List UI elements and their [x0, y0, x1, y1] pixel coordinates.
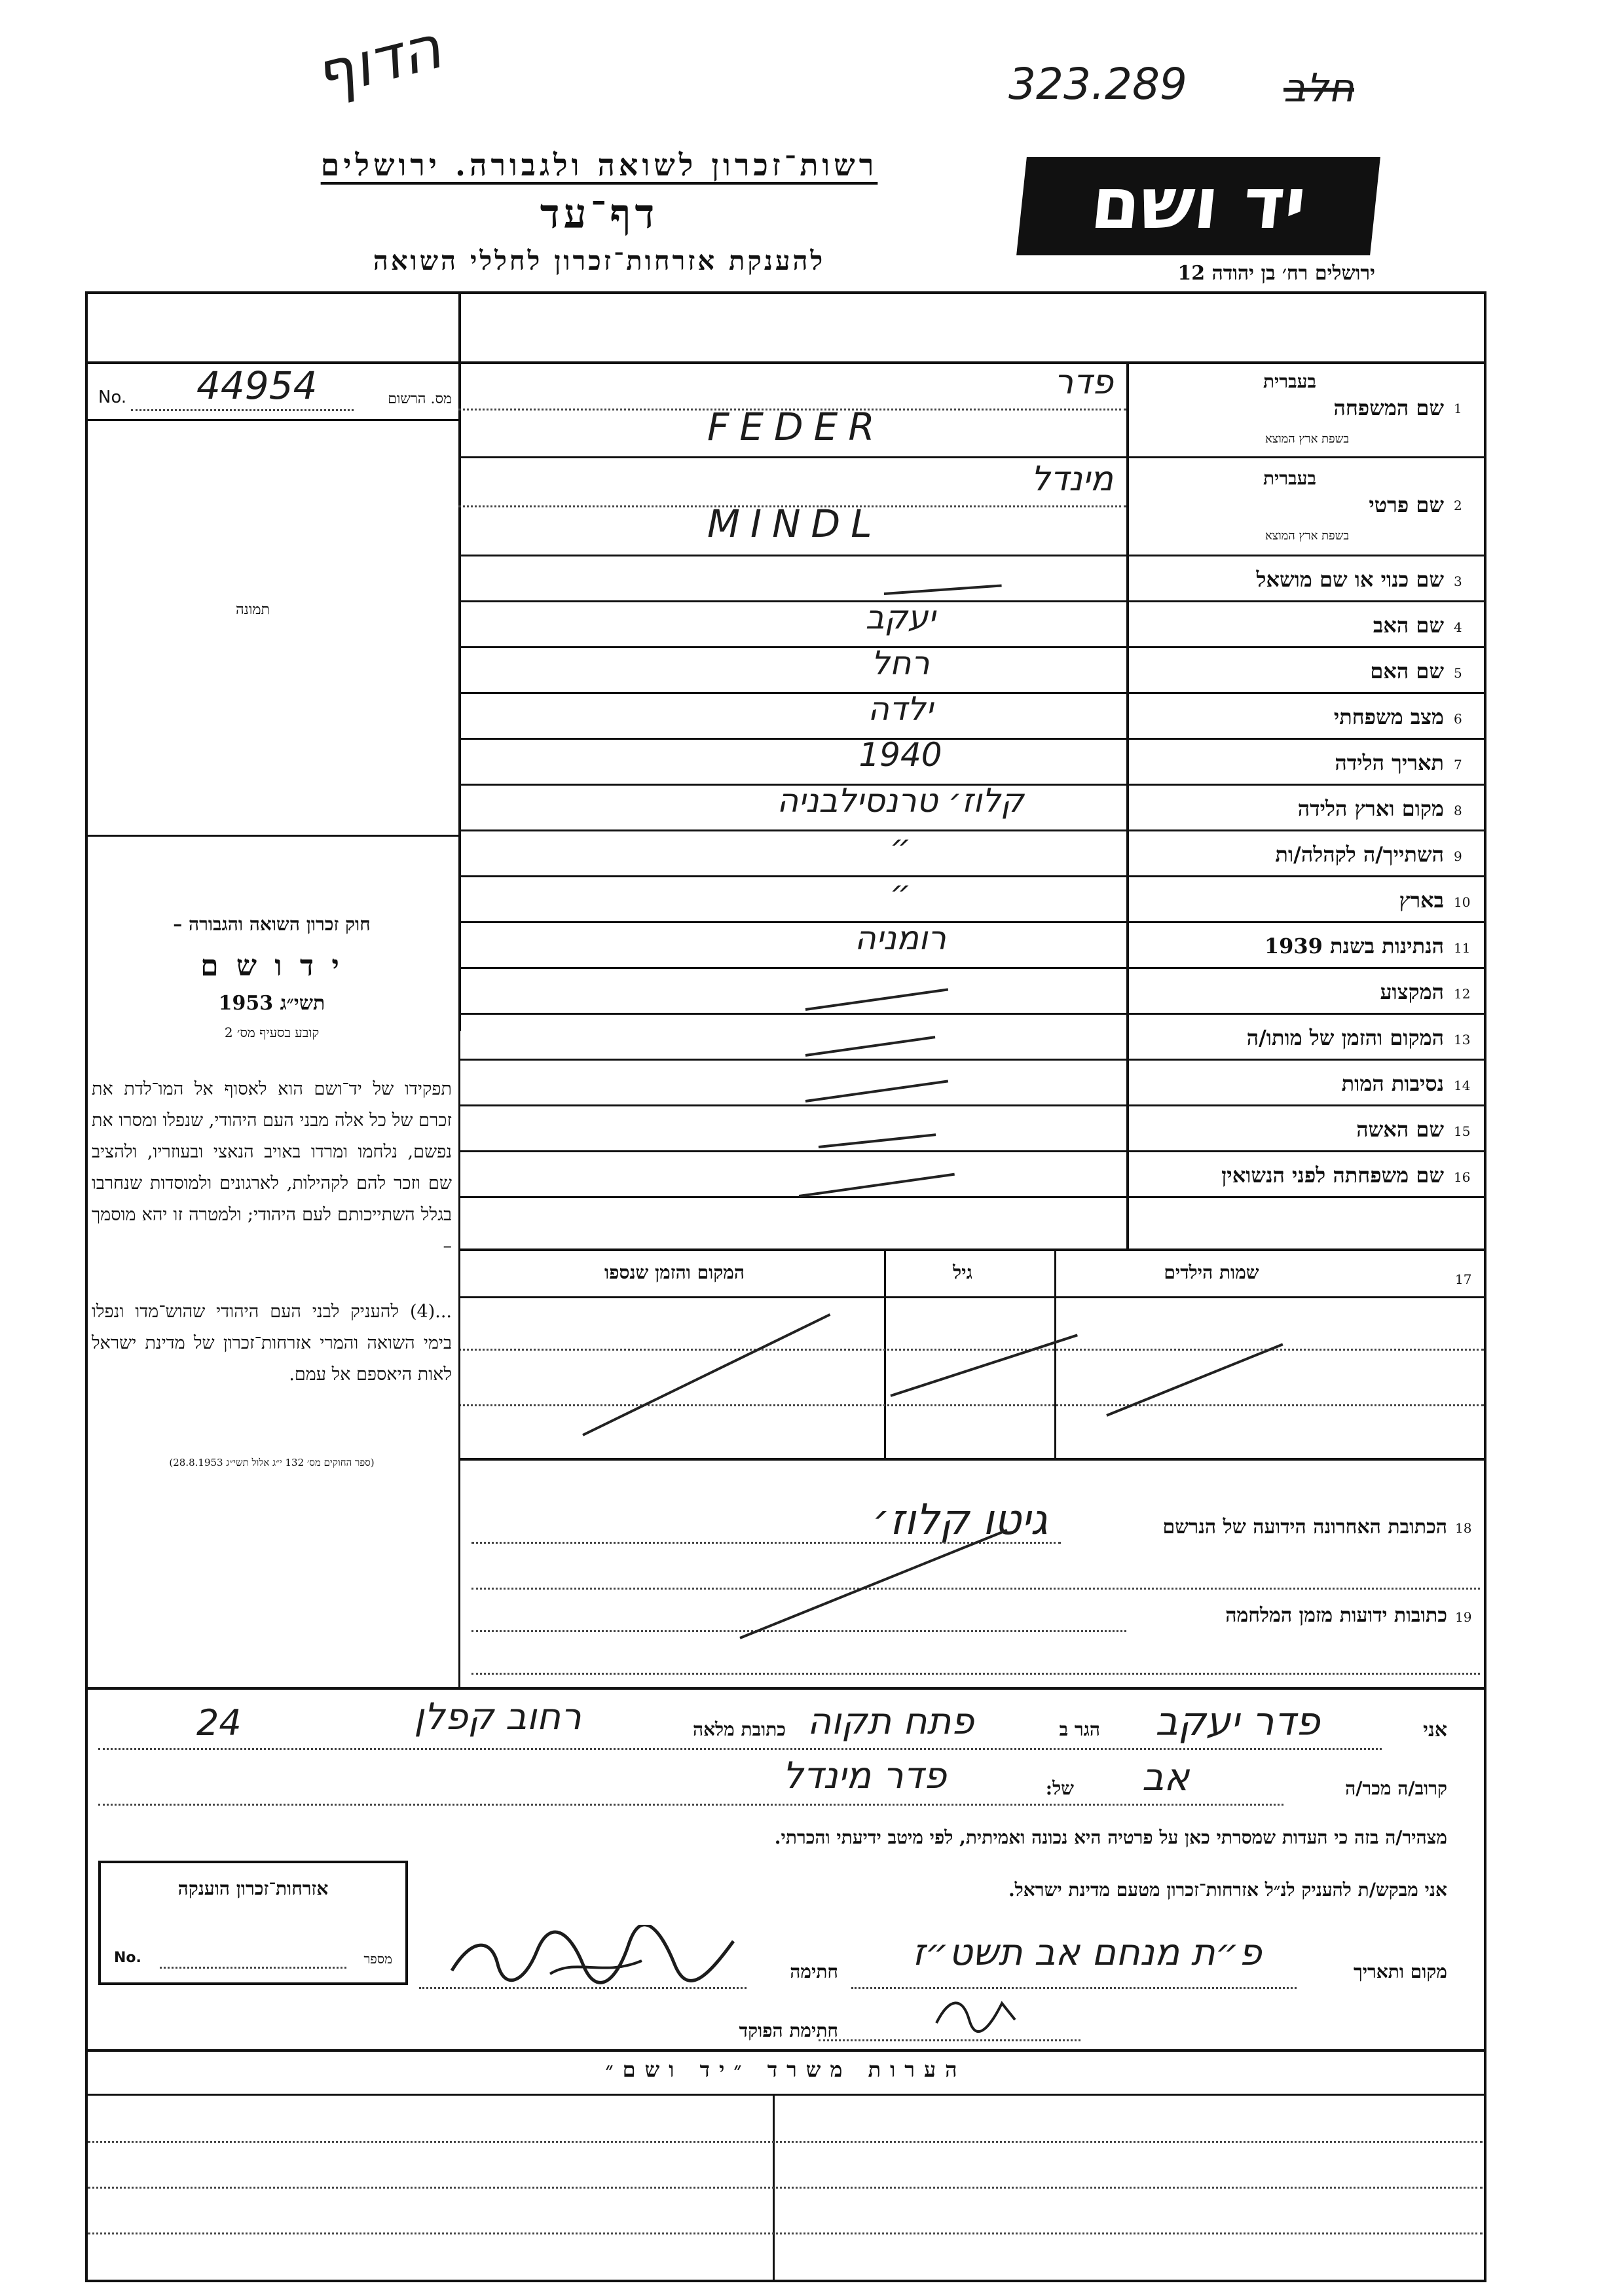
- law-clause: קובע בסעיף מס׳ 2: [224, 1025, 320, 1040]
- field-value-hebrew: פדר: [1054, 363, 1113, 402]
- handwritten-record-number: 323.289: [1008, 59, 1187, 109]
- children-div-2: [884, 1248, 886, 1458]
- upper-section-bottom: [85, 1687, 1486, 1690]
- children-col-age: גיל: [953, 1262, 972, 1283]
- field-mid-line: [458, 505, 1126, 507]
- decl-of-name: פדר מינדל: [782, 1755, 947, 1797]
- field-value: ״: [889, 828, 912, 866]
- photo-label: תמונה: [236, 602, 270, 618]
- decl-city: פתח תקוה: [807, 1700, 974, 1743]
- registration-label-en: No.: [98, 388, 127, 407]
- form-title: דף־עד: [540, 190, 659, 238]
- field-label: שם משפחתה לפני הנשואין: [1221, 1163, 1444, 1188]
- law-footnote: (ספר החוקים מס׳ 132 י״ג אלול תשי״ג 28.8.1953): [169, 1457, 375, 1468]
- field-value: קלוז׳ טרנסילבניה: [777, 782, 1024, 820]
- field-num: 13: [1454, 1032, 1471, 1048]
- law-para-2: ...(4) להעניק לבני העם היהודי שהוש־מדו ונפלו בימי השואה והמרי אזרחות־זכרון של מדינת ישראל לאות היאספם אל עמם.: [92, 1302, 452, 1385]
- stamp-box-title: אזרחות־זכרון הוענקה: [177, 1878, 329, 1899]
- field-row-4: [458, 598, 1486, 648]
- frame-bottom: [85, 2280, 1486, 2282]
- remarks-heading: הערות משרד ״יד ושם״: [605, 2057, 967, 2082]
- field-num: 16: [1454, 1169, 1471, 1185]
- field-row-2: [458, 458, 1486, 556]
- frame-top: [85, 291, 1486, 294]
- field-num: 12: [1454, 986, 1471, 1002]
- field19-num: 19: [1455, 1609, 1472, 1625]
- law-para-1: תפקידו של יד־ושם הוא לאסוף אל המו־לדת את זכרם של כל אלה מבני העם היהודי, שנפלו ומסרו את נפשם, נלחמו ומרדו באויב הנאצי ובעוזריו, ולהציב שם וזכר להם לקהילות, לארגונים ולמוסדות שנחרבו בגלל השתייכותם לעם היהודי; ולמטרה זו יהא מוסמך –: [92, 1079, 452, 1256]
- stamp-box: [98, 1861, 408, 1985]
- field-value: 1940: [858, 736, 942, 774]
- registration-number: 44954: [196, 363, 318, 408]
- field-label: המקום והזמן של מותו/ה: [1246, 1025, 1444, 1050]
- field-num: 8: [1454, 803, 1462, 818]
- children-div-1: [1054, 1248, 1056, 1458]
- law-heading: חוק זכרון השואה והגבורה –: [173, 913, 371, 935]
- decl-relative-label: קרוב/ה מכר/ה: [1345, 1777, 1447, 1799]
- field-label: בארץ: [1399, 888, 1444, 913]
- decl-place-date-label: מקום ותאריך: [1353, 1961, 1447, 1982]
- field-row-5: [458, 644, 1486, 694]
- field-label: שם המשפחה: [1333, 395, 1444, 420]
- decl-signature-line: [419, 1987, 747, 1989]
- address-dash: [739, 1529, 1007, 1639]
- handwritten-top-left: הדוף: [307, 12, 449, 111]
- field-value-origin: MINDL: [707, 501, 883, 546]
- remarks-line-1: [88, 2141, 1483, 2143]
- field-sub-hebrew: בעברית: [1263, 371, 1316, 392]
- children-row-line-2: [458, 1404, 1484, 1406]
- field-mid-line: [458, 409, 1126, 410]
- decl-statement-1: מצהיר/ה בזה כי העדות שמסרתי כאן על פרטיה היא נכונה ואמיתית, לפי מיטב ידיעתי והכרתי.: [774, 1827, 1447, 1848]
- field-num: 7: [1454, 757, 1462, 773]
- address: ירושלים רח׳ בן יהודה 12: [1177, 262, 1375, 285]
- decl-place-date: פ״ת מנחם אב תשט״ז: [912, 1931, 1262, 1974]
- field-label: שם האם: [1370, 659, 1444, 683]
- field-num: 4: [1454, 619, 1462, 635]
- field-label: מצב משפחתי: [1333, 704, 1444, 729]
- decl-resides: הגר ב: [1059, 1719, 1100, 1740]
- field18-label: הכתובת האחרונה הידועה של הנרשם: [1162, 1516, 1447, 1539]
- remarks-line-2: [88, 2187, 1483, 2189]
- field-num: 15: [1454, 1123, 1471, 1139]
- field-label: שם האב: [1373, 613, 1444, 638]
- decl-full-address: כתובת מלאה: [692, 1719, 786, 1740]
- field18-num: 18: [1455, 1520, 1472, 1536]
- field-label: מקום וארץ הלידה: [1297, 796, 1444, 821]
- registration-dotted-line: [131, 409, 354, 411]
- decl-line-2: [98, 1804, 1283, 1806]
- remarks-top: [85, 2049, 1486, 2052]
- decl-declarant: פדר יעקב: [1155, 1699, 1320, 1745]
- decl-statement-2: אני מבקש/ת להעניק לנ״ל אזרחות־זכרון מטעם מדינת ישראל.: [1008, 1879, 1447, 1901]
- official-sig-line: [819, 2039, 1080, 2041]
- field-sub-origin: בשפת ארץ המוצא: [1264, 432, 1349, 446]
- decl-street-no: 24: [196, 1702, 242, 1743]
- children-num: 17: [1455, 1271, 1472, 1287]
- field-row-7: [458, 736, 1486, 786]
- field19-line-2: [471, 1673, 1480, 1675]
- field19-label: כתובות ידועות מזמן המלחמה: [1225, 1604, 1447, 1627]
- field-value-hebrew: מינדל: [1031, 460, 1113, 499]
- field-value: רחל: [871, 644, 930, 682]
- field-value: רומניה: [855, 919, 946, 957]
- field-row-10: [458, 873, 1486, 923]
- declarant-signature: [445, 1925, 747, 1990]
- field-num: 14: [1454, 1078, 1471, 1093]
- field-label: תאריך הלידה: [1335, 750, 1444, 775]
- field-row-11: [458, 919, 1486, 969]
- registration-label-he: מס. הרשום: [388, 391, 452, 407]
- field-row-3: [458, 556, 1486, 602]
- law-name: י ד ו ש ם: [200, 949, 343, 983]
- field-value: ילדה: [868, 690, 933, 728]
- field-row-1: [458, 361, 1486, 458]
- field-value: ״: [889, 873, 912, 911]
- field-row-6: [458, 690, 1486, 740]
- field-sub-origin: בשפת ארץ המוצא: [1264, 529, 1349, 543]
- photo-bottom: [85, 835, 458, 837]
- field-num: 2: [1454, 498, 1462, 513]
- children-dash-3: [582, 1313, 830, 1436]
- children-col-names: שמות הילדים: [1164, 1262, 1259, 1283]
- field-label: המקצוע: [1380, 979, 1444, 1004]
- field-row-12: [458, 969, 1486, 1015]
- field-sub-hebrew: בעברית: [1263, 467, 1316, 489]
- field-row-9: [458, 828, 1486, 877]
- remarks-header-line: [85, 2094, 1486, 2096]
- field-num: 6: [1454, 711, 1462, 727]
- field-num: 11: [1454, 940, 1471, 956]
- field-row-8: [458, 782, 1486, 831]
- children-col-place: המקום והזמן שנספו: [604, 1262, 745, 1283]
- logo-text: יד ושם: [1087, 163, 1310, 245]
- children-top: [458, 1248, 1486, 1251]
- stamp-box-number-he: מספר: [363, 1951, 392, 1967]
- decl-street: רחוב קפלן: [414, 1696, 581, 1738]
- field-label: שם האשה: [1356, 1117, 1444, 1142]
- decl-ani: אני: [1423, 1719, 1447, 1741]
- yad-vashem-logo: [1016, 157, 1380, 255]
- decl-relation: אב: [1141, 1755, 1190, 1799]
- field-num: 10: [1454, 894, 1471, 910]
- field-label: שם פרטי: [1369, 492, 1444, 517]
- form-subtitle: להענקת אזרחות־זכרון לחללי השואה: [373, 246, 826, 276]
- field-label: שם כנוי או שם מושאל: [1256, 567, 1444, 592]
- official-signature: [930, 1990, 1022, 2036]
- stamp-box-no: No.: [114, 1950, 141, 1966]
- field-label: השתייך/ה לקהלה/ות: [1275, 842, 1444, 867]
- official-signature-scribble: [930, 1990, 1022, 2036]
- field-num: 1: [1454, 401, 1462, 416]
- field-value-origin: FEDER: [707, 405, 885, 449]
- signature-scribble: [445, 1925, 747, 1990]
- left-col-divider: [458, 1031, 460, 1689]
- official-sig-label: חתימת הפוקד: [739, 2020, 838, 2041]
- field18-line-2: [471, 1588, 1480, 1590]
- field-row-line: [458, 1196, 1486, 1198]
- decl-signature-label: חתימה: [790, 1961, 838, 1982]
- field-row-16: [458, 1152, 1486, 1198]
- field19-line: [471, 1630, 1126, 1632]
- frame-left: [85, 291, 88, 2282]
- field-value: יעקב: [865, 598, 936, 636]
- field18-value: גיטו קלוז׳: [872, 1496, 1048, 1544]
- registration-under: [85, 419, 458, 421]
- remarks-line-3: [88, 2232, 1483, 2234]
- children-row-line-1: [458, 1349, 1484, 1351]
- stamp-box-line: [160, 1967, 346, 1969]
- decl-of-label: של:: [1045, 1777, 1074, 1799]
- field-label: הנתינות בשנת 1939: [1264, 934, 1444, 958]
- children-header-line: [458, 1296, 1486, 1298]
- law-year: תשי״ג 1953: [218, 992, 325, 1015]
- children-dash-2: [890, 1334, 1078, 1397]
- handwritten-top-right: חלב: [1283, 65, 1354, 111]
- authority-name: רשות־זכרון לשואה ולגבורה. ירושלים: [320, 147, 878, 183]
- decl-line-1: [98, 1748, 1382, 1750]
- field-num: 5: [1454, 665, 1462, 681]
- decl-place-date-line: [851, 1987, 1297, 1989]
- field-num: 3: [1454, 574, 1462, 589]
- field-row-15: [458, 1106, 1486, 1152]
- addr-top: [458, 1458, 1486, 1461]
- field-row-13: [458, 1015, 1486, 1061]
- field-row-14: [458, 1061, 1486, 1106]
- field-num: 9: [1454, 848, 1462, 864]
- field-label: נסיבות המות: [1341, 1071, 1444, 1096]
